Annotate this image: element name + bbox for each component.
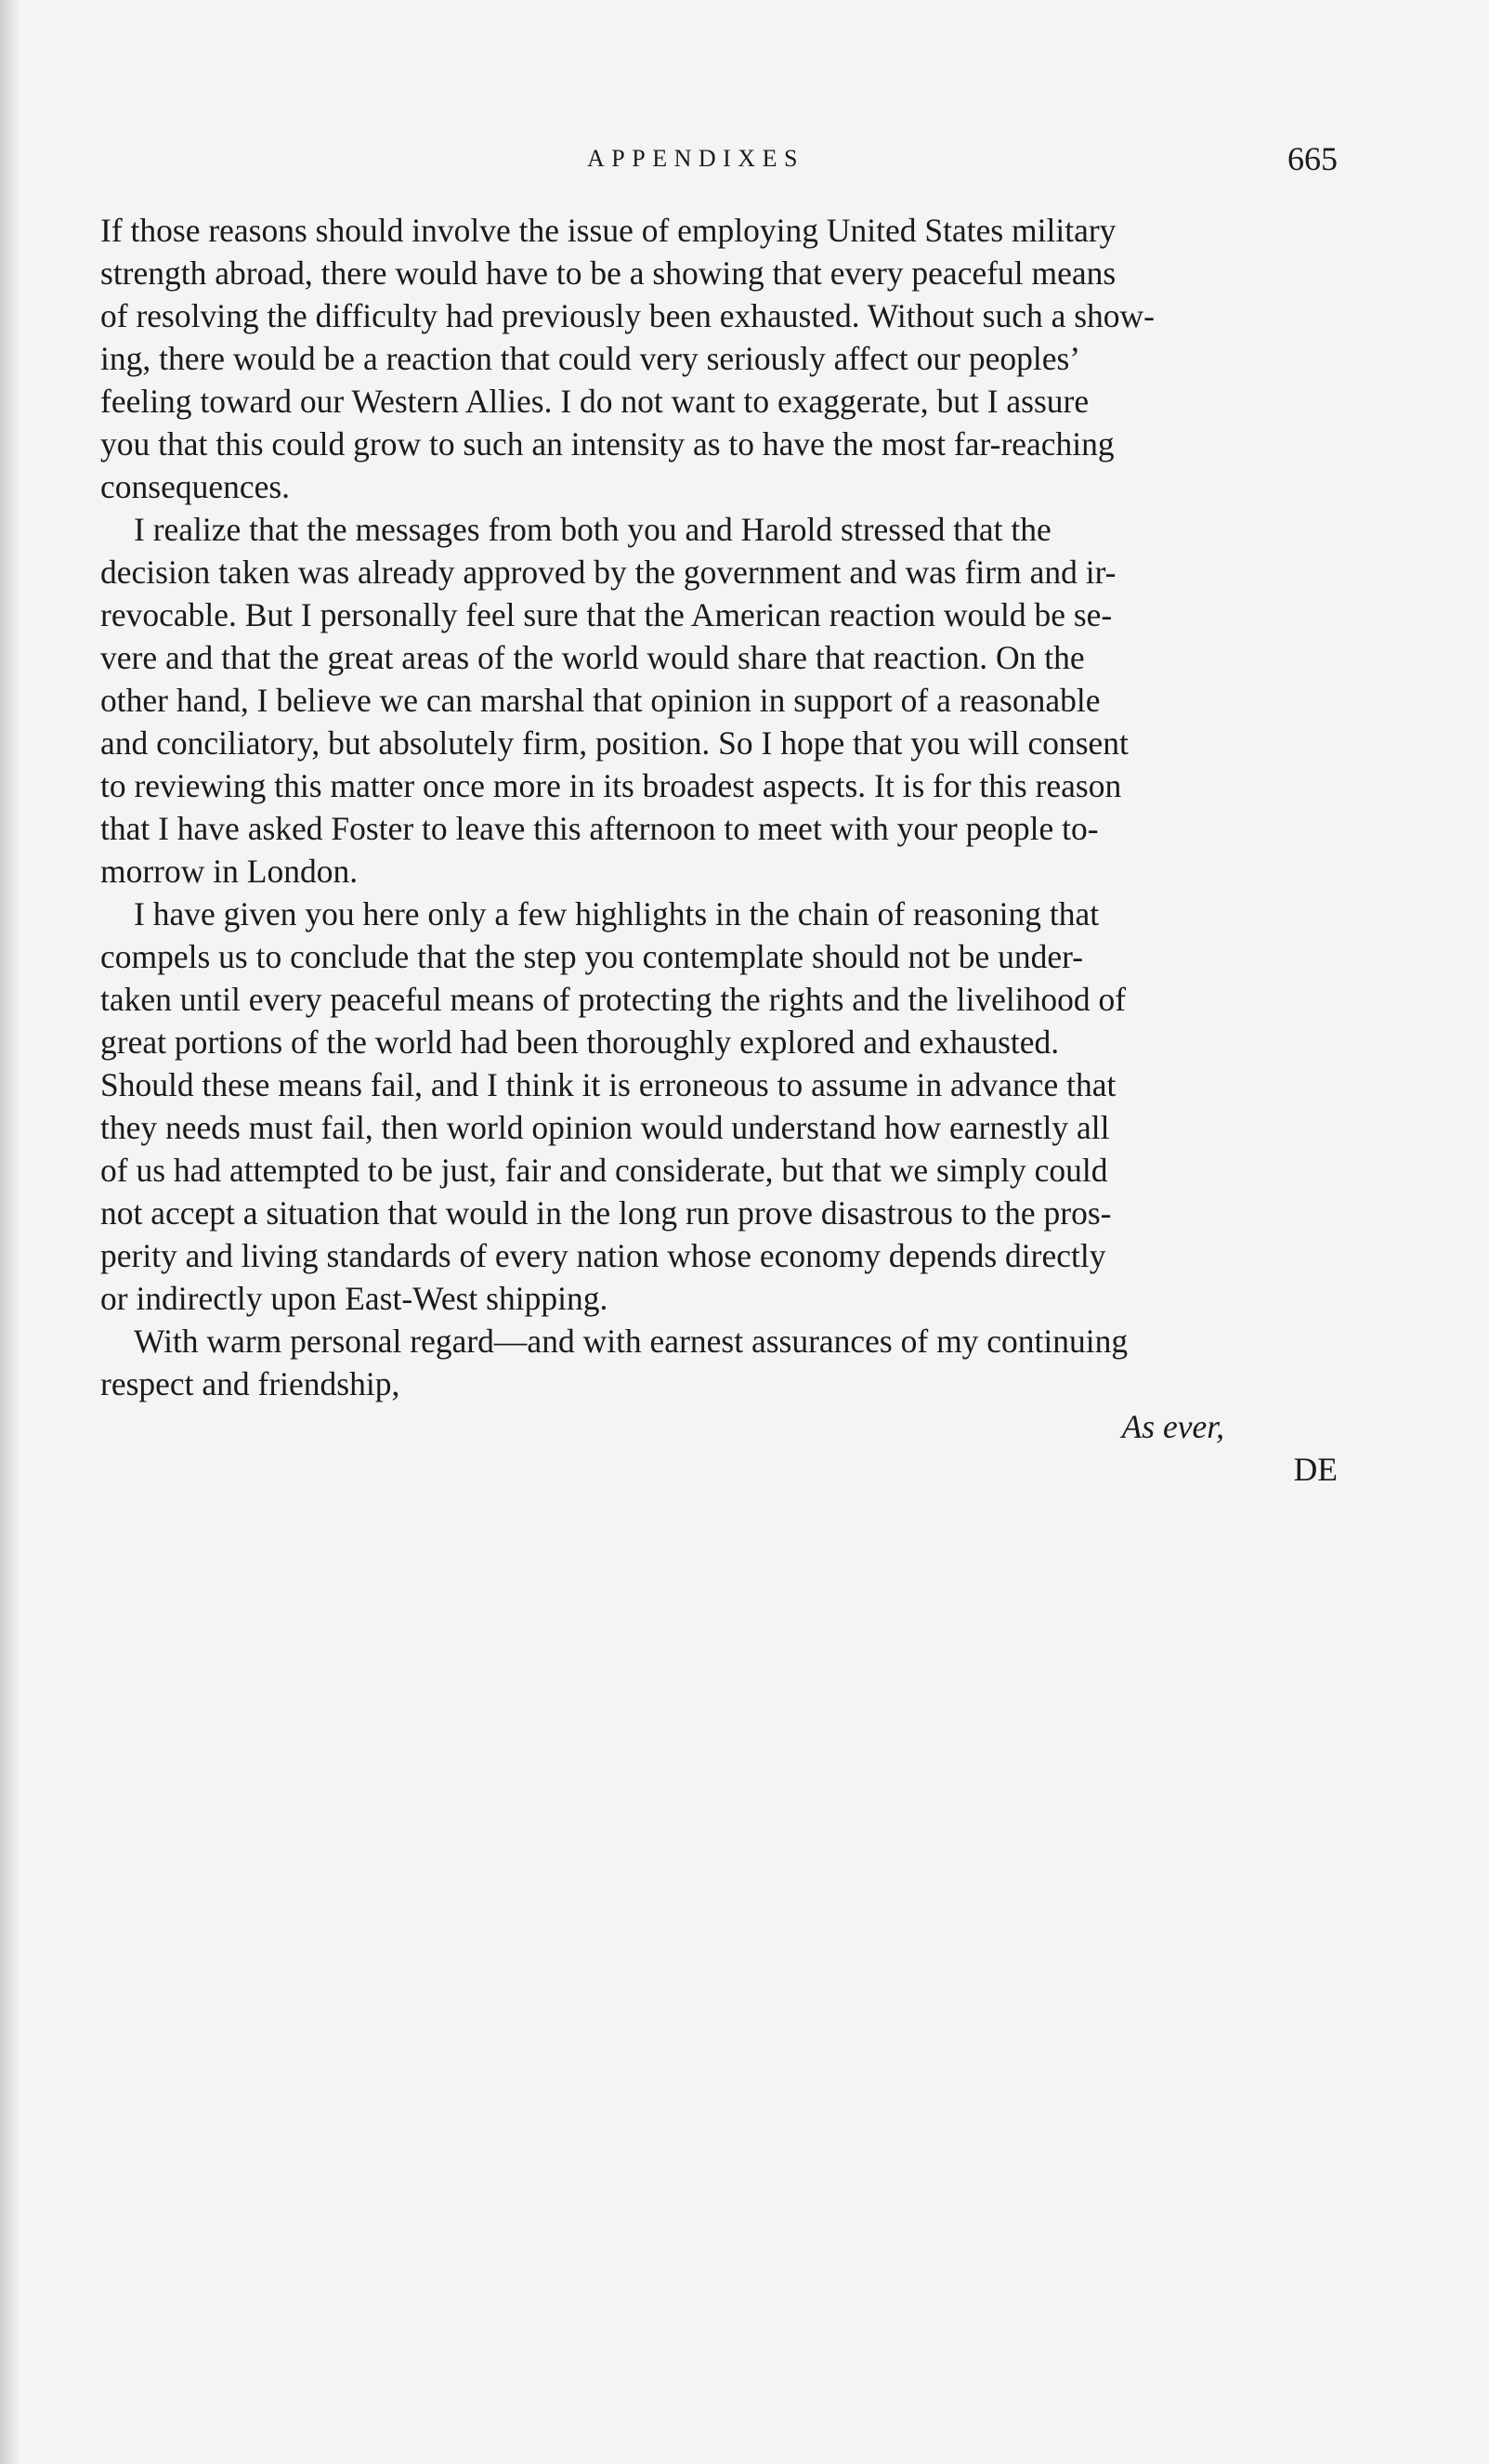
text-line: If those reasons should involve the issue of employing United States military	[100, 212, 1117, 249]
text-line: perity and living standards of every nation whose economy depends directly	[100, 1237, 1106, 1274]
text-line: compels us to conclude that the step you contemplate should not be under-	[100, 938, 1084, 975]
text-line: you that this could grow to such an intensity as to have the most far-reaching	[100, 425, 1115, 463]
paragraph-2	[100, 508, 1338, 893]
text-line: or indirectly upon East-West shipping.	[100, 1280, 608, 1317]
paragraph-4	[100, 1320, 1338, 1405]
running-head	[100, 139, 1338, 182]
text-line: decision taken was already approved by the government and was firm and ir-	[100, 554, 1117, 591]
paragraph-3	[100, 893, 1338, 1320]
text-line: of resolving the difficulty had previously been exhausted. Without such a show-	[100, 297, 1155, 334]
page-edge-shadow	[0, 0, 20, 2464]
text-line: they needs must fail, then world opinion would understand how earnestly all	[100, 1109, 1110, 1146]
text-line: and conciliatory, but absolutely firm, position. So I hope that you will consent	[100, 724, 1129, 762]
text-line: great portions of the world had been thoroughly explored and exhausted.	[100, 1023, 1060, 1061]
signature: DE	[1293, 1451, 1338, 1488]
running-title: APPENDIXES	[587, 145, 804, 172]
text-line: that I have asked Foster to leave this afternoon to meet with your people to-	[100, 810, 1099, 847]
text-line: feeling toward our Western Allies. I do not want to exaggerate, but I assure	[100, 383, 1090, 420]
text-line: Should these means fail, and I think it is erroneous to assume in advance that	[100, 1066, 1117, 1103]
text-line: taken until every peaceful means of protecting the rights and the livelihood of	[100, 981, 1127, 1018]
text-line: ing, there would be a reaction that could very seriously affect our peoples’	[100, 340, 1081, 377]
text-line: With warm personal regard—and with earnest assurances of my continuing	[134, 1323, 1129, 1360]
text-line: vere and that the great areas of the world would share that reaction. On the	[100, 639, 1085, 676]
text-line: strength abroad, there would have to be a showing that every peaceful means	[100, 254, 1117, 292]
text-line: to reviewing this matter once more in its broadest aspects. It is for this reason	[100, 767, 1122, 804]
text-line: I have given you here only a few highlights in the chain of reasoning that	[134, 895, 1100, 932]
text-line: respect and friendship,	[100, 1365, 400, 1402]
text-line: consequences.	[100, 468, 291, 505]
text-line: other hand, I believe we can marshal that opinion in support of a reasonable	[100, 682, 1101, 719]
letter-body	[100, 209, 1338, 1491]
text-line: I realize that the messages from both you and Harold stressed that the	[134, 511, 1051, 548]
text-line: revocable. But I personally feel sure that the American reaction would be se-	[100, 596, 1113, 633]
text-line: morrow in London.	[100, 853, 359, 890]
page-number: 665	[1287, 140, 1338, 177]
paragraph-1	[100, 209, 1338, 508]
text-line: of us had attempted to be just, fair and considerate, but that we simply could	[100, 1152, 1108, 1189]
valediction: As ever,	[1121, 1408, 1224, 1445]
text-line: not accept a situation that would in the long run prove disastrous to the pros-	[100, 1194, 1112, 1232]
